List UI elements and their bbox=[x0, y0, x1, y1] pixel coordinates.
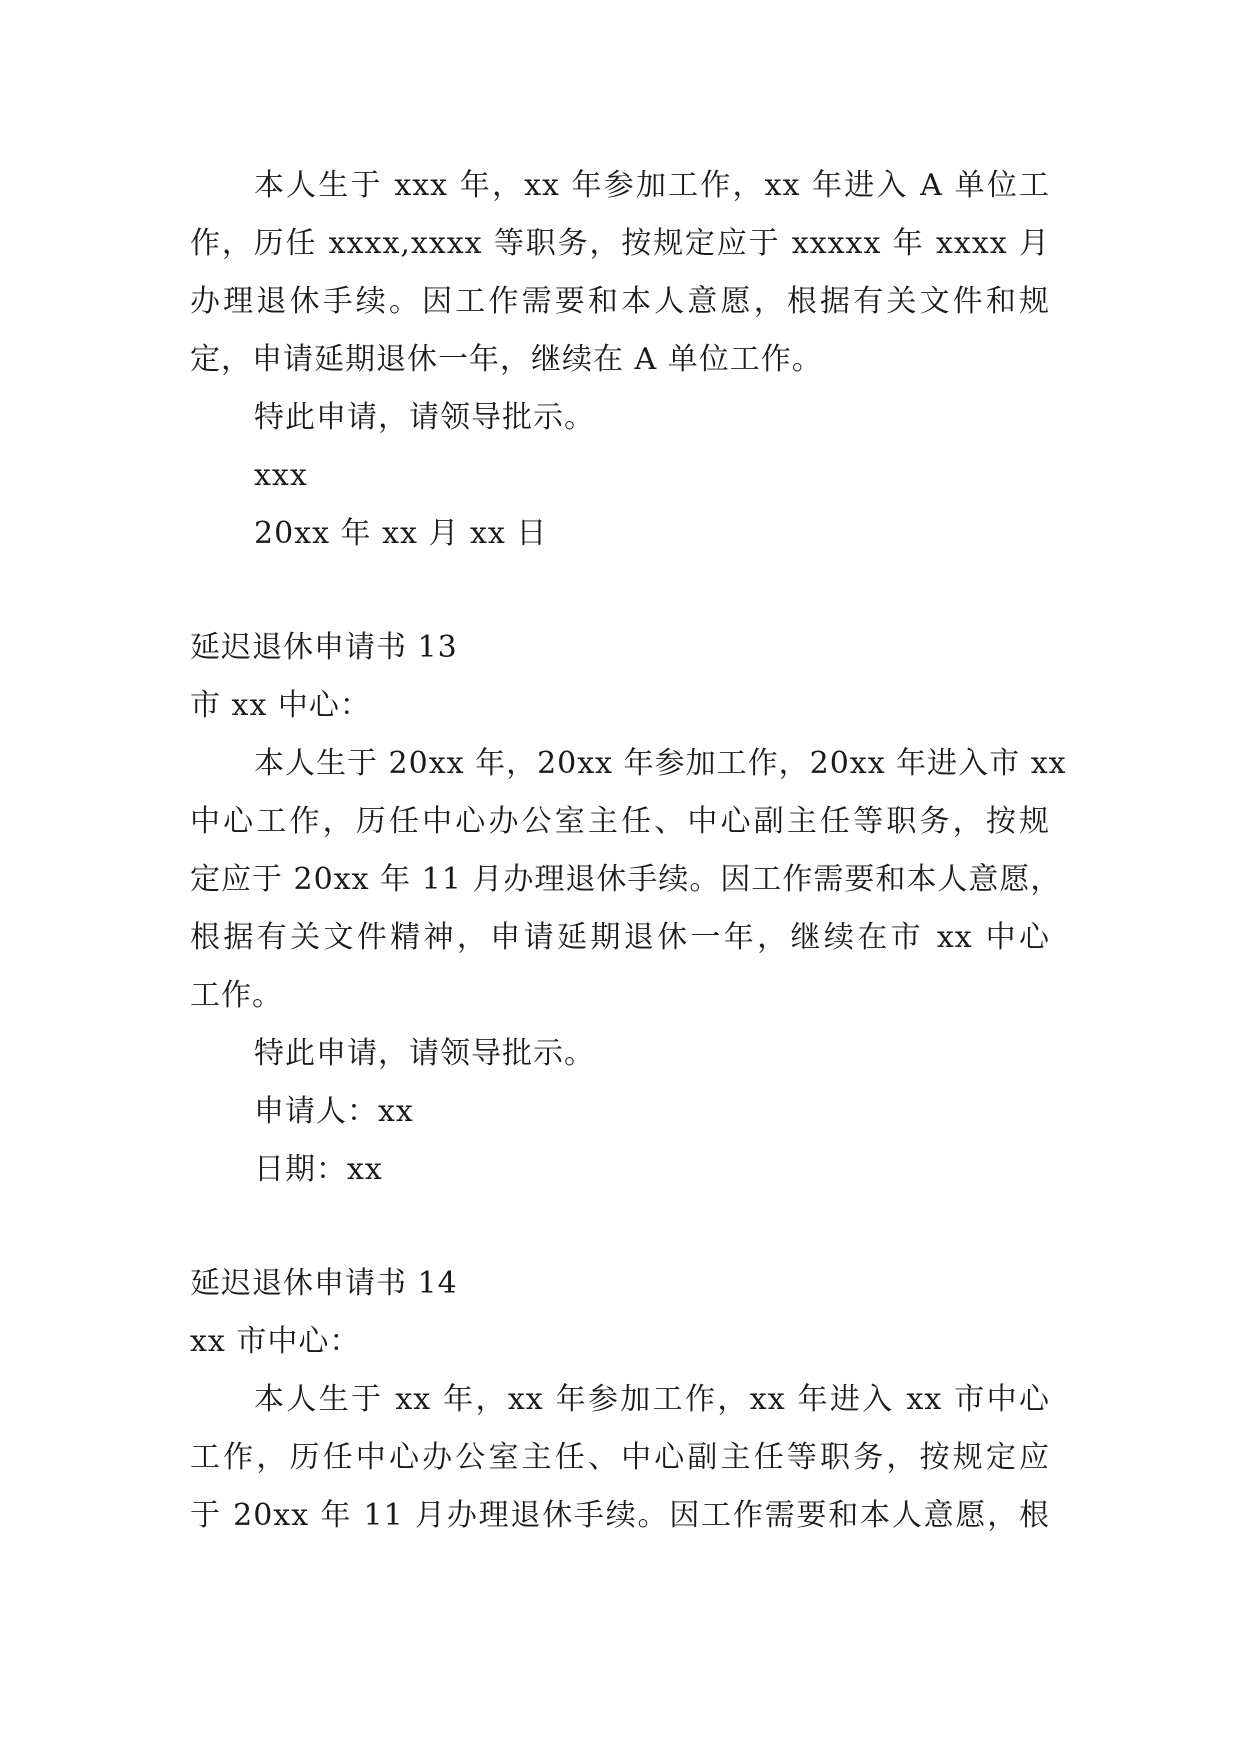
section-title: 延迟退休申请书 13 bbox=[190, 630, 458, 665]
closing-text: 特此申请，请领导批示。 bbox=[254, 400, 595, 435]
addressee: xx 市中心： bbox=[190, 1324, 361, 1359]
addressee: 市 xx 中心： bbox=[190, 688, 371, 723]
date-line: 日期：xx bbox=[254, 1152, 383, 1187]
closing-text: 特此申请，请领导批示。 bbox=[254, 1036, 595, 1071]
body-line: 工作，历任中心办公室主任、中心副主任等职务，按规定应 bbox=[190, 1440, 1050, 1475]
body-line: 根据有关文件精神，申请延期退休一年，继续在市 xx 中心 bbox=[190, 920, 1050, 955]
body-line: 办理退休手续。因工作需要和本人意愿，根据有关文件和规 bbox=[190, 284, 1050, 319]
body-line: 工作。 bbox=[190, 978, 283, 1013]
date-line: 20xx 年 xx 月 xx 日 bbox=[254, 516, 548, 551]
applicant-line: 申请人：xx bbox=[254, 1094, 414, 1129]
body-line: 中心工作，历任中心办公室主任、中心副主任等职务，按规 bbox=[190, 804, 1050, 839]
body-line: 本人生于 xx 年，xx 年参加工作，xx 年进入 xx 市中心 bbox=[254, 1382, 1050, 1417]
body-line: 本人生于 20xx 年，20xx 年参加工作，20xx 年进入市 xx bbox=[254, 746, 1067, 781]
body-line: 本人生于 xxx 年，xx 年参加工作，xx 年进入 A 单位工 bbox=[254, 168, 1050, 203]
body-line: 于 20xx 年 11 月办理退休手续。因工作需要和本人意愿，根 bbox=[190, 1498, 1050, 1533]
signature: xxx bbox=[254, 458, 308, 493]
body-line: 作，历任 xxxx,xxxx 等职务，按规定应于 xxxxx 年 xxxx 月 bbox=[190, 226, 1050, 261]
body-line: 定，申请延期退休一年，继续在 A 单位工作。 bbox=[190, 342, 823, 377]
section-title: 延迟退休申请书 14 bbox=[190, 1266, 458, 1301]
body-line: 定应于 20xx 年 11 月办理退休手续。因工作需要和本人意愿， bbox=[190, 862, 1062, 897]
